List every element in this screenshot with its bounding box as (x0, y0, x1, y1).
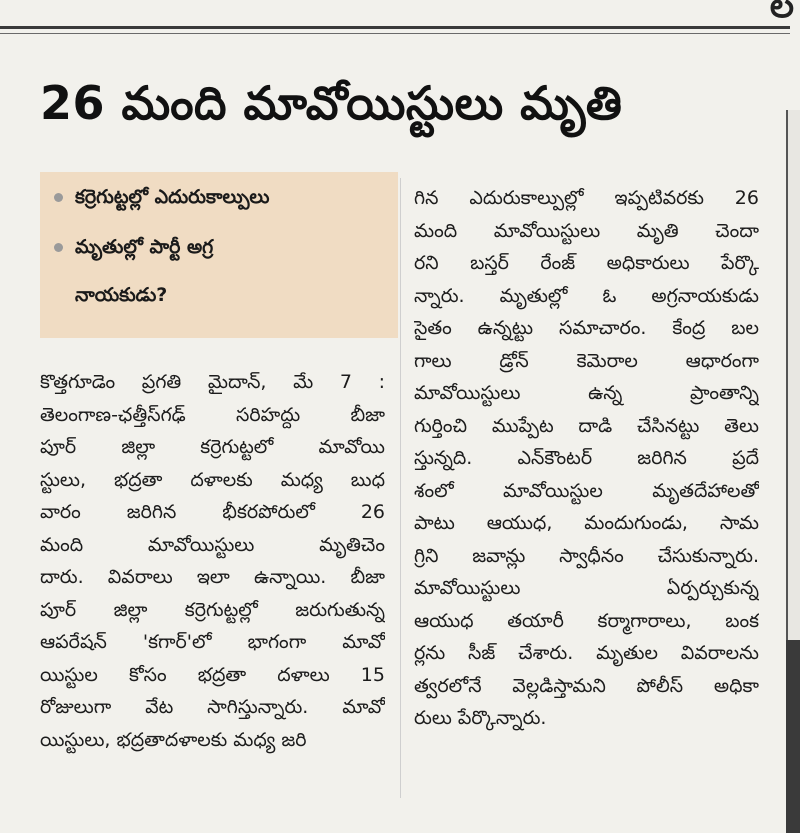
highlight-item-1 (54, 186, 269, 213)
body-text-line: పాటు ఆయుధ, మందుగుండు, సామ (414, 512, 759, 534)
body-text-line: త్వరలోనే వెల్లడిస్తామని పోలీస్ అధికా (414, 674, 759, 697)
body-text-line: గాలు డ్రోన్ కెమెరాల ఆధారంగా (414, 349, 759, 372)
body-text-line: స్తున్నది. ఎన్‌కౌంటర్ జరిగిన ప్రదే (414, 447, 759, 469)
body-text-line: గ్రిని జవాన్లు స్వాధీనం చేసుకున్నారు. (414, 544, 759, 567)
body-text-line: యిస్టుల కోసం భద్రతా దళాలు 15 (40, 663, 385, 686)
body-text-line: గుర్తించి ముప్పేట దాడి చేసినట్టు తెలు (414, 414, 759, 437)
adjacent-page-shadow (786, 640, 800, 833)
body-text-line: శంలో మావోయిస్టుల మృతదేహాలతో (414, 479, 759, 502)
highlight-item-2 (54, 236, 213, 263)
body-text-line: న్నారు. మృతుల్లో ఓ అగ్రనాయకుడు (414, 284, 759, 307)
body-text-line: ఆయుధ తయారీ కర్మాగారాలు, బంక (414, 609, 759, 632)
body-text-line: యిస్టులు, భద్రతాదళాలకు మధ్య జరి (40, 728, 307, 751)
body-text-line: మంది మావోయిస్టులు మృతి చెందా (414, 219, 759, 242)
body-text-line: రని బస్తర్ రేంజ్ అధికారులు పేర్కొ (414, 252, 759, 274)
body-text-line: వారం జరిగిన భీకరపోరులో 26 (40, 501, 385, 523)
body-text-line: సైతం ఉన్నట్టు సమాచారం. కేంద్ర బల (414, 317, 759, 339)
body-text-line: ఆపరేషన్ 'కగార్'లో భాగంగా మావో (40, 631, 385, 653)
body-text-line: దారు. వివరాలు ఇలా ఉన్నాయి. బీజా (40, 566, 385, 588)
bullet-icon (54, 243, 63, 252)
masthead-fragment: ల (769, 0, 794, 26)
masthead-rule (0, 26, 790, 29)
body-text-line: కొత్తగూడెం ప్రగతి మైదాన్, మే 7 : (40, 371, 385, 393)
column-divider (400, 178, 401, 798)
body-text-line: గిన ఎదురుకాల్పుల్లో ఇప్పటివరకు 26 (414, 187, 759, 209)
highlight-text-2: మృతుల్లో పార్టీ అగ్ర (75, 236, 214, 258)
body-text-line: రులు పేర్కొన్నారు. (414, 707, 547, 729)
body-text-line: మావోయిస్టులు ఉన్న ప్రాంతాన్ని (414, 382, 759, 404)
body-text-line: మంది మావోయిస్టులు మృతిచెం (40, 533, 385, 556)
body-text-line: ర్లను సీజ్ చేశారు. మృతుల వివరాలను (414, 642, 759, 664)
article-headline: 26 మంది మావోయిస్టులు మృతి (40, 76, 623, 130)
article-body-right-column (414, 182, 759, 735)
body-text-line: స్టులు, భద్రతా దళాలకు మధ్య బుధ (40, 468, 385, 491)
masthead-rule-thin (0, 33, 790, 34)
highlight-text-1: కర్రెగుట్టల్లో ఎదురుకాల్పులు (75, 186, 270, 208)
body-text-line: పూర్ జిల్లా కర్రెగుట్టల్లో జరుగుతున్న (40, 598, 385, 621)
article-body-left-column (40, 366, 385, 756)
body-text-line: మావోయిస్టులు ఏర్పర్చుకున్న (414, 577, 759, 599)
highlights-box (40, 172, 398, 338)
body-text-line: తెలంగాణ-ఛత్తీస్‌గఢ్ సరిహద్దు బీజా (40, 403, 385, 426)
body-text-line: రోజులుగా వేట సాగిస్తున్నారు. మావో (40, 696, 385, 718)
highlight-text-2-continued: నాయకుడు? (75, 284, 168, 306)
bullet-icon (54, 193, 63, 202)
body-text-line: పూర్ జిల్లా కర్రెగుట్టలో మావోయి (40, 436, 385, 458)
